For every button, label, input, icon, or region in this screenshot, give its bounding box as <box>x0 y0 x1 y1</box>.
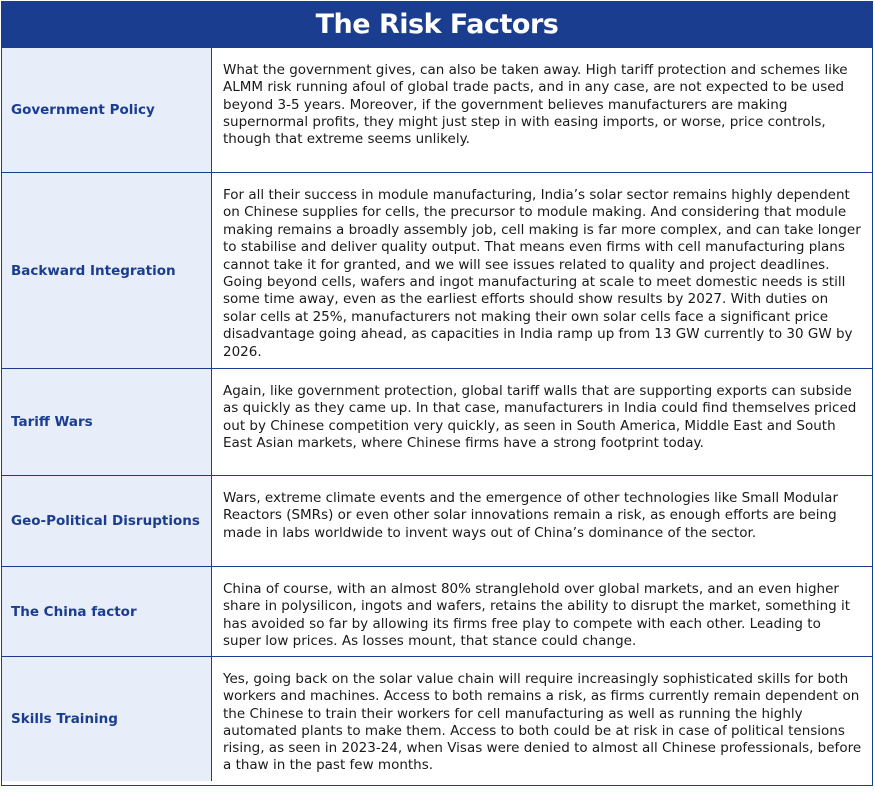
risk-text-government-policy: What the government gives, can also be taken away. High tariff protection and schemes like ALMM risk running afoul of global trade pacts, and in any case, are not expected to be used beyond 3-5 years. Moreover, if the government believes manufacturers are making supernormal profits, they might just step in with easing imports, or worse, price controls, though that extreme seems unlikely. <box>212 47 872 172</box>
risk-label-geo-political-disruptions: Geo-Political Disruptions <box>2 475 212 566</box>
risk-label-backward-integration: Backward Integration <box>2 172 212 368</box>
risk-text-tariff-wars: Again, like government protection, global tariff walls that are supporting exports can subside as quickly as they came up. In that case, manufacturers in India could find themselves priced out by Chinese competition very quickly, as seen in South America, Middle East and South East Asian markets, where Chinese firms have a strong footprint today. <box>212 368 872 475</box>
risk-text-backward-integration: For all their success in module manufacturing, India’s solar sector remains highly dependent on Chinese supplies for cells, the precursor to module making. And considering that module making remains a broadly assembly job, cell making is far more complex, and can take longer to stabilise and deliver quality output. That means even firms with cell manufacturing plans cannot take it for granted, and we will see issues related to quality and project deadlines. Going beyond cells, wafers and ingot manufacturing at scale to meet domestic needs is still some time away, even as the earliest efforts should show results by 2027. With duties on solar cells at 25%, manufacturers not making their own solar cells face a significant price disadvantage going ahead, as capacities in India ramp up from 13 GW currently to 30 GW by 2026. <box>212 172 872 368</box>
risk-text-geo-political-disruptions: Wars, extreme climate events and the emergence of other technologies like Small Modular Reactors (SMRs) or even other solar innovations remain a risk, as enough efforts are being made in labs worldwide to invent ways out of China’s dominance of the sector. <box>212 475 872 566</box>
risk-label-china-factor: The China factor <box>2 566 212 656</box>
risk-text-skills-training: Yes, going back on the solar value chain will require increasingly sophisticated skills for both workers and machines. Access to both remains a risk, as firms currently remain dependent on the Chinese to train their workers for cell manufacturing as well as running the highly automated plants to make them. Access to both could be at risk in case of political tensions rising, as seen in 2023-24, when Visas were denied to almost all Chinese professionals, before a thaw in the past few months. <box>212 656 872 781</box>
risk-label-government-policy: Government Policy <box>2 47 212 172</box>
risk-factors-panel <box>1 1 873 786</box>
risk-label-tariff-wars: Tariff Wars <box>2 368 212 475</box>
risk-table <box>2 47 872 781</box>
risk-text-china-factor: China of course, with an almost 80% stranglehold over global markets, and an even higher share in polysilicon, ingots and wafers, retains the ability to disrupt the market, something it has avoided so far by allowing its firms free play to compete with each other. Leading to super low prices. As losses mount, that stance could change. <box>212 566 872 656</box>
page-title: The Risk Factors <box>2 2 872 47</box>
risk-label-skills-training: Skills Training <box>2 656 212 781</box>
